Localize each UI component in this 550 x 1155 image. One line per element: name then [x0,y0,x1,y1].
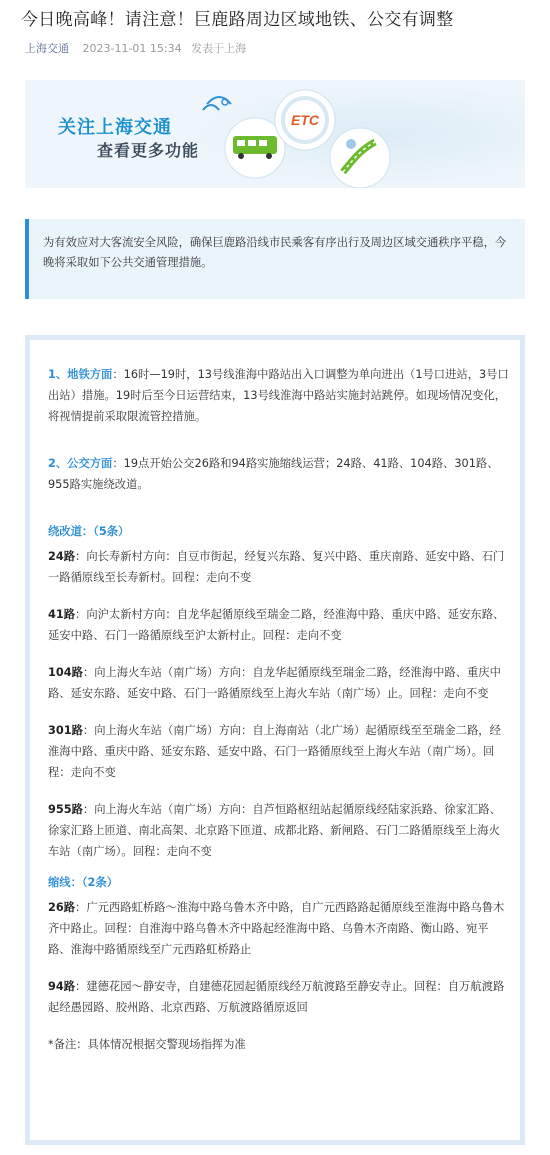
route-text: ：向沪太新村方向：自龙华起循原线至瑞金二路，经淮海中路、重庆中路、延安东路、延安中路、石门一路循原线至沪太新村止。回程：走向不变 [48,608,505,642]
route-name: 26路 [48,901,76,914]
bus-heading: 2、公交方面 [48,457,113,470]
shortline-heading: 缩线：（2条） [48,876,118,889]
metro-text: ：16时—19时，13号线淮海中路站出入口调整为单向进出（1号口进站，3号口出站）措施。19时后至今日运营结束，13号线淮海中路站实施封站跳停。如现场情况变化，将视情提前采取限流管控措施。 [48,368,509,423]
route-name: 955路 [48,803,83,816]
metro-section [48,364,510,427]
route-item [48,662,510,704]
route-text: ：广元西路虹桥路～淮海中路乌鲁木齐中路，自广元西路路起循原线至淮海中路乌鲁木齐中路止。回程：自淮海中路乌鲁木齐中路起经淮海中路、乌鲁木齐南路、衡山路、宛平路、淮海中路循原线至广元西路虹桥路止 [48,901,505,956]
account-name-link[interactable]: 上海交通 [25,42,69,55]
route-text: ：向上海火车站（南广场）方向：自上海南站（北广场）起循原线至至瑞金二路，经淮海中路、重庆中路、延安东路、延安中路、石门一路循原线至上海火车站（南广场）。回程：走向不变 [48,724,501,779]
route-text: ：向上海火车站（南广场）方向：自芦恒路枢纽站起循原线经陆家浜路、徐家汇路、徐家汇路上匝道、南北高架、北京路下匝道、成都北路、新闸路、石门二路循原线至上海火车站（南广场）。回程：走向不变 [48,803,501,858]
route-name: 104路 [48,666,83,679]
banner-illustration [175,80,525,188]
measures-frame [25,335,525,1145]
bus-section [48,453,510,495]
route-item [48,897,510,960]
banner-follow-text: 关注上海交通 [58,117,172,138]
intro-callout [25,219,525,299]
route-item [48,546,510,588]
intro-text: 为有效应对大客流安全风险，确保巨鹿路沿线市民乘客有序出行及周边区域交通秩序平稳，今晚将采取如下公共交通管理措施。 [43,236,507,269]
route-item [48,604,510,646]
banner-more-text: 查看更多功能 [97,141,200,160]
publish-location: 发表于上海 [191,42,247,55]
svg-text:ETC: ETC [291,112,319,128]
route-name: 301路 [48,724,83,737]
bus-text: ：19点开始公交26路和94路实施缩线运营；24路、41路、104路、301路、955路实施绕改道。 [48,457,499,491]
signal-icon [203,97,231,110]
measures-content [48,364,510,1055]
route-item [48,799,510,862]
publish-time: 2023-11-01 15:34 [82,42,182,55]
route-name: 94路 [48,980,76,993]
route-item [48,976,510,1018]
article-meta [25,40,246,56]
remark-note: *备注：具体情况根据交警现场指挥为准 [48,1038,246,1051]
etc-icon [275,90,335,150]
road-icon [330,128,390,188]
follow-banner[interactable] [25,80,525,188]
route-item [48,720,510,783]
route-name: 41路 [48,608,76,621]
article-title: 今日晚高峰！请注意！巨鹿路周边区域地铁、公交有调整 [21,10,454,30]
route-name: 24路 [48,550,76,563]
detour-heading: 绕改道：（5条） [48,525,130,538]
route-text: ：建德花园～静安寺，自建德花园起循原线经万航渡路至静安寺止。回程：自万航渡路起经愚园路、胶州路、北京西路、万航渡路循原返回 [48,980,505,1014]
metro-heading: 1、地铁方面 [48,368,113,381]
route-text: ：向上海火车站（南广场）方向：自龙华起循原线至瑞金二路，经淮海中路、重庆中路、延安东路、延安中路、石门一路循原线至上海火车站（南广场）止。回程：走向不变 [48,666,501,700]
route-text: ：向长寿新村方向：自豆市街起，经复兴东路、复兴中路、重庆南路、延安中路、石门一路循原线至长寿新村。回程：走向不变 [48,550,505,584]
